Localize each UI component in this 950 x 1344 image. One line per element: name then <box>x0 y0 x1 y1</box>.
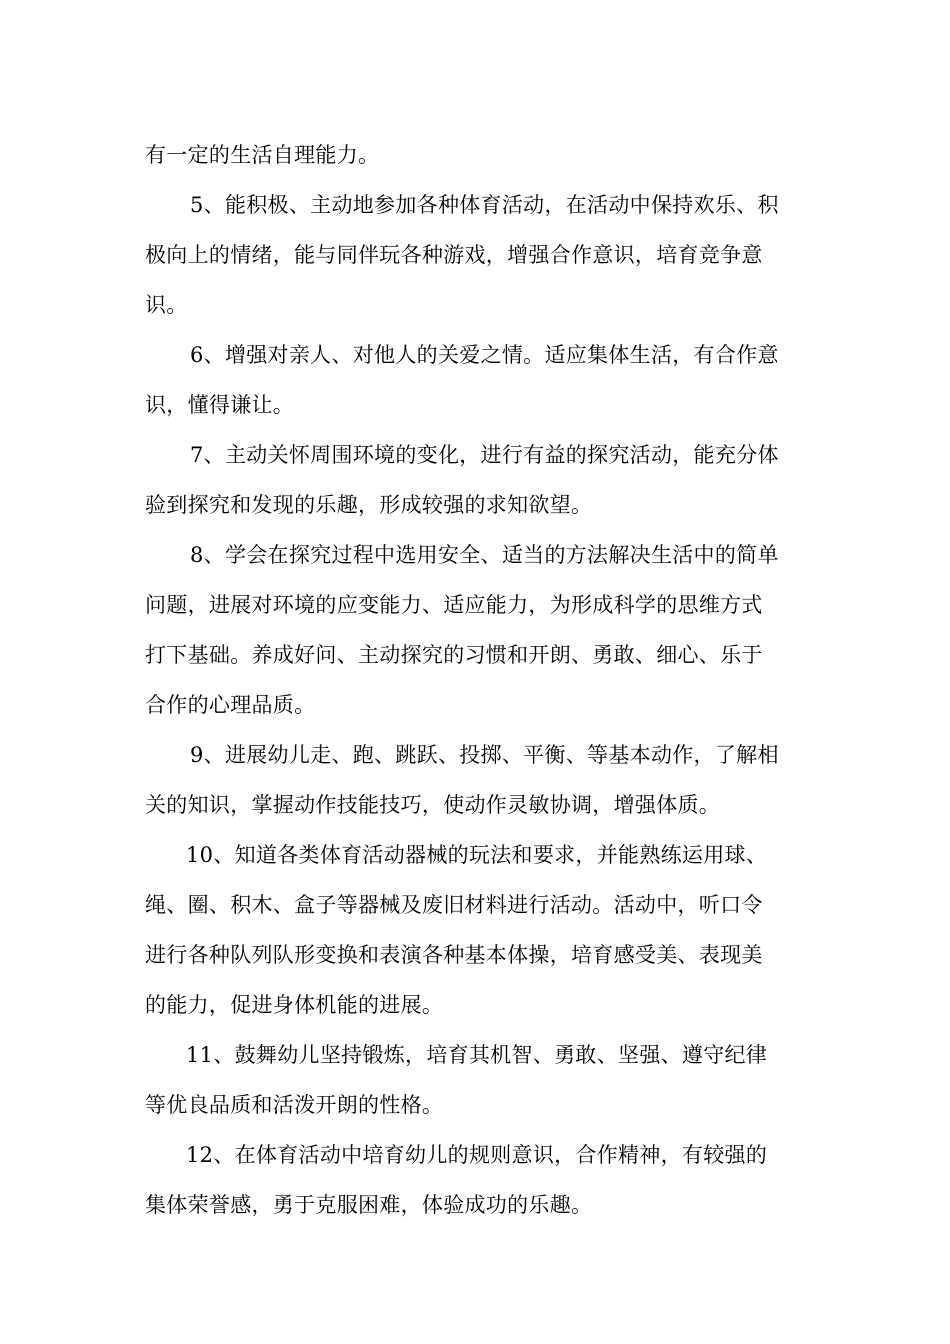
item-11-line-2: 等优良品质和活泼开朗的性格。 <box>145 1093 444 1117</box>
item-11-line-1: 11、鼓舞幼儿坚持锻炼，培育其机智、勇敢、坚强、遵守纪律 <box>186 1043 768 1067</box>
item-10-line-4: 的能力，促进身体机能的进展。 <box>145 993 444 1017</box>
document-body <box>145 130 810 1230</box>
item-10-line-2: 绳、圈、积木、盒子等器械及废旧材料进行活动。活动中，听口令 <box>145 893 763 917</box>
item-9-line-2: 关的知识，掌握动作技能技巧，使动作灵敏协调，增强体质。 <box>145 793 721 817</box>
item-7-line-2: 验到探究和发现的乐趣，形成较强的求知欲望。 <box>145 493 593 517</box>
item-8-line-1: 8、学会在探究过程中选用安全、适当的方法解决生活中的简单 <box>190 543 779 567</box>
text-line: 有一定的生活自理能力。 <box>145 143 380 167</box>
item-9-line-1: 9、进展幼儿走、跑、跳跃、投掷、平衡、等基本动作，了解相 <box>190 743 779 767</box>
item-12-line-1: 12、在体育活动中培育幼儿的规则意识，合作精神，有较强的 <box>186 1143 768 1167</box>
item-5-line-1: 5、能积极、主动地参加各种体育活动，在活动中保持欢乐、积 <box>190 193 779 217</box>
item-5-line-2: 极向上的情绪，能与同伴玩各种游戏，增强合作意识，培育竞争意 <box>145 243 763 267</box>
item-5-line-3: 识。 <box>145 293 188 317</box>
item-10-line-1: 10、知道各类体育活动器械的玩法和要求，并能熟练运用球、 <box>186 843 768 867</box>
item-12-line-2: 集体荣誉感，勇于克服困难，体验成功的乐趣。 <box>145 1193 593 1217</box>
item-8-line-3: 打下基础。养成好问、主动探究的习惯和开朗、勇敢、细心、乐于 <box>145 643 763 667</box>
item-6-line-2: 识，懂得谦让。 <box>145 393 295 417</box>
item-8-line-4: 合作的心理品质。 <box>145 693 316 717</box>
item-8-line-2: 问题，进展对环境的应变能力、适应能力，为形成科学的思维方式 <box>145 593 763 617</box>
item-10-line-3: 进行各种队列队形变换和表演各种基本体操，培育感受美、表现美 <box>145 943 763 967</box>
item-7-line-1: 7、主动关怀周围环境的变化，进行有益的探究活动，能充分体 <box>190 443 779 467</box>
item-6-line-1: 6、增强对亲人、对他人的关爱之情。适应集体生活，有合作意 <box>190 343 779 367</box>
